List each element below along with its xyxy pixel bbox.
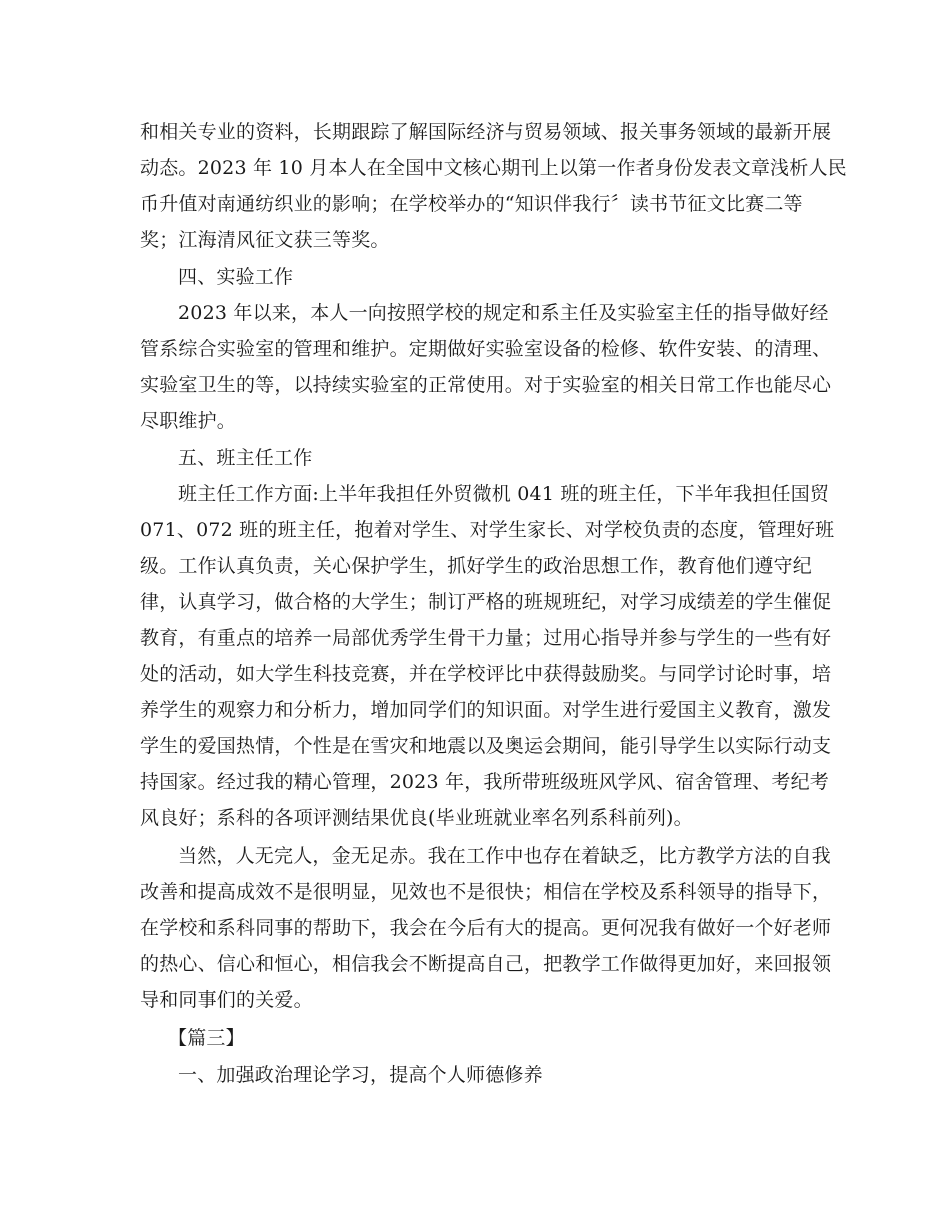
text-line: 教育，有重点的培养一局部优秀学生骨干力量；过用心指导并参与学生的一些有好 [140,627,832,649]
text-line: 071、072 班的班主任，抱着对学生、对学生家长、对学校负责的态度，管理好班 [140,519,835,541]
text-line: 学生的爱国热情，个性是在雪灾和地震以及奥运会期间，能引导学生以实际行动支 [140,735,832,757]
section-heading: 一、加强政治理论学习，提高个人师德修养 [178,1064,543,1086]
text-line: 级。工作认真负责，关心保护学生，抓好学生的政治思想工作，教育他们遵守纪 [140,555,813,577]
text-line: 币升值对南通纺织业的影响；在学校举办的“知识伴我行〞读书节征文比赛二等 [140,193,803,215]
text-line: 班主任工作方面:上半年我担任外贸微机 041 班的班主任，下半年我担任国贸 [178,483,830,505]
text-line: 当然，人无完人，金无足赤。我在工作中也存在着缺乏，比方教学方法的自我 [178,845,831,867]
text-line: 动态。2023 年 10 月本人在全国中文核心期刊上以第一作者身份发表文章浅析人民 [140,157,847,179]
section-heading: 四、实验工作 [178,266,294,288]
text-line: 持国家。经过我的精心管理，2023 年，我所带班级班风学风、宿舍管理、考纪考 [140,771,829,793]
text-line: 尽职维护。 [140,410,237,432]
text-line: 管系综合实验室的管理和维护。定期做好实验室设备的检修、软件安装、的清理、 [140,338,832,360]
text-line: 处的活动，如大学生科技竞赛，并在学校评比中获得鼓励奖。与同学讨论时事，培 [140,663,832,685]
text-line: 2023 年以来，本人一向按照学校的规定和系主任及实验室主任的指导做好经 [178,302,829,324]
text-line: 改善和提高成效不是很明显，见效也不是很快；相信在学校及系科领导的指导下， [140,881,832,903]
text-line: 实验室卫生的等，以持续实验室的正常使用。对于实验室的相关日常工作也能尽心 [140,374,832,396]
text-line: 和相关专业的资料，长期跟踪了解国际经济与贸易领域、报关事务领域的最新开展 [140,121,832,143]
text-line: 导和同事们的关爱。 [140,989,313,1011]
text-line: 律，认真学习，做合格的大学生；制订严格的班规班纪，对学习成绩差的学生催促 [140,591,832,613]
text-line: 在学校和系科同事的帮助下，我会在今后有大的提高。更何况我有做好一个好老师 [140,917,832,939]
text-line: 养学生的观察力和分析力，增加同学们的知识面。对学生进行爱国主义教育，激发 [140,699,832,721]
text-line: 的热心、信心和恒心，相信我会不断提高自己，把教学工作做得更加好，来回报领 [140,953,832,975]
chapter-heading: 【篇三】 [168,1027,245,1049]
text-line: 风良好；系科的各项评测结果优良(毕业班就业率名列系科前列)。 [140,807,693,829]
text-line: 奖；江海清风征文获三等奖。 [140,229,390,251]
section-heading: 五、班主任工作 [178,447,313,469]
